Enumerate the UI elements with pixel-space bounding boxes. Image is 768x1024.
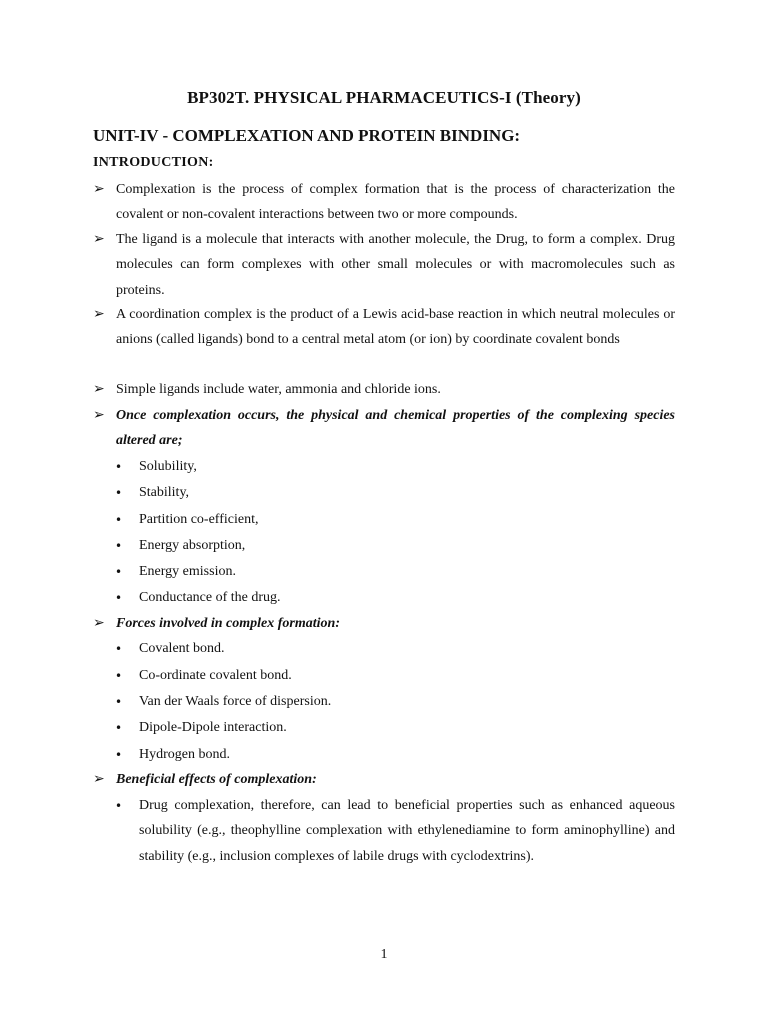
coordination-complex-definition: A coordination complex is the product of a Lewis acid-base reaction in which neutral molecules or anions (called ligands) bond to a central metal atom (or ion) by coordinate covalent bonds — [116, 307, 675, 348]
list-item — [93, 611, 675, 636]
list-item — [115, 507, 675, 532]
property-item: Energy absorption, — [139, 538, 246, 553]
list-item — [93, 377, 675, 402]
property-item: Conductance of the drug. — [139, 590, 281, 605]
arrow-bullet-icon: ➢ — [93, 306, 105, 322]
list-item — [115, 480, 675, 505]
property-item: Solubility, — [139, 459, 197, 474]
arrow-bullet-icon: ➢ — [93, 615, 105, 631]
forces-heading: Forces involved in complex formation: — [116, 616, 340, 631]
document-title: BP302T. PHYSICAL PHARMACEUTICS-I (Theory) — [187, 88, 581, 107]
arrow-bullet-icon: ➢ — [93, 771, 105, 787]
property-item: Partition co-efficient, — [139, 512, 259, 527]
force-item: Hydrogen bond. — [139, 747, 230, 762]
list-item — [115, 636, 675, 661]
bullet-icon: • — [115, 799, 123, 813]
list-item — [93, 227, 675, 303]
section-heading: INTRODUCTION: — [93, 155, 214, 170]
simple-ligands-text: Simple ligands include water, ammonia and chloride ions. — [116, 382, 441, 397]
list-item — [115, 559, 675, 584]
force-item: Covalent bond. — [139, 641, 225, 656]
unit-title: UNIT-IV - COMPLEXATION AND PROTEIN BINDING: — [93, 126, 521, 145]
list-item — [115, 742, 675, 767]
arrow-bullet-icon: ➢ — [93, 231, 105, 247]
bullet-icon: • — [115, 565, 123, 579]
list-item — [115, 793, 675, 869]
property-item: Energy emission. — [139, 564, 236, 579]
bullet-icon: • — [115, 642, 123, 656]
list-item — [115, 454, 675, 479]
list-item — [93, 403, 675, 454]
bullet-icon: • — [115, 748, 123, 762]
ligand-definition: The ligand is a molecule that interacts with another molecule, the Drug, to form a complex. Drug molecules can form complexes with other small molecules or with macromolecules such as proteins. — [116, 232, 675, 298]
beneficial-text: Drug complexation, therefore, can lead to beneficial properties such as enhanced aqueous solubility (e.g., theophylline complexation with ethylenediamine to form aminophylline) and stability (e.g., inclusion complexes of labile drugs with cyclodextrins). — [139, 798, 675, 864]
list-item — [115, 585, 675, 610]
arrow-bullet-icon: ➢ — [93, 181, 105, 197]
list-item — [115, 715, 675, 740]
bullet-icon: • — [115, 669, 123, 683]
bullet-icon: • — [115, 721, 123, 735]
arrow-bullet-icon: ➢ — [93, 381, 105, 397]
bullet-icon: • — [115, 695, 123, 709]
list-item — [115, 663, 675, 688]
complexation-definition: Complexation is the process of complex formation that is the process of characterization the covalent or non-covalent interactions between two or more compounds. — [116, 182, 675, 223]
list-item — [115, 689, 675, 714]
list-item — [93, 767, 675, 792]
list-item — [93, 177, 675, 228]
property-item: Stability, — [139, 485, 190, 500]
page-number: 1 — [380, 947, 388, 962]
force-item: Co-ordinate covalent bond. — [139, 668, 292, 683]
list-item — [115, 533, 675, 558]
force-item: Dipole-Dipole interaction. — [139, 720, 287, 735]
list-item — [93, 302, 675, 353]
bullet-icon: • — [115, 539, 123, 553]
arrow-bullet-icon: ➢ — [93, 407, 105, 423]
properties-heading: Once complexation occurs, the physical and chemical properties of the complexing species altered are; — [116, 408, 675, 449]
bullet-icon: • — [115, 460, 123, 474]
force-item: Van der Waals force of dispersion. — [139, 694, 332, 709]
beneficial-heading: Beneficial effects of complexation: — [116, 772, 317, 787]
bullet-icon: • — [115, 486, 123, 500]
bullet-icon: • — [115, 513, 123, 527]
bullet-icon: • — [115, 591, 123, 605]
